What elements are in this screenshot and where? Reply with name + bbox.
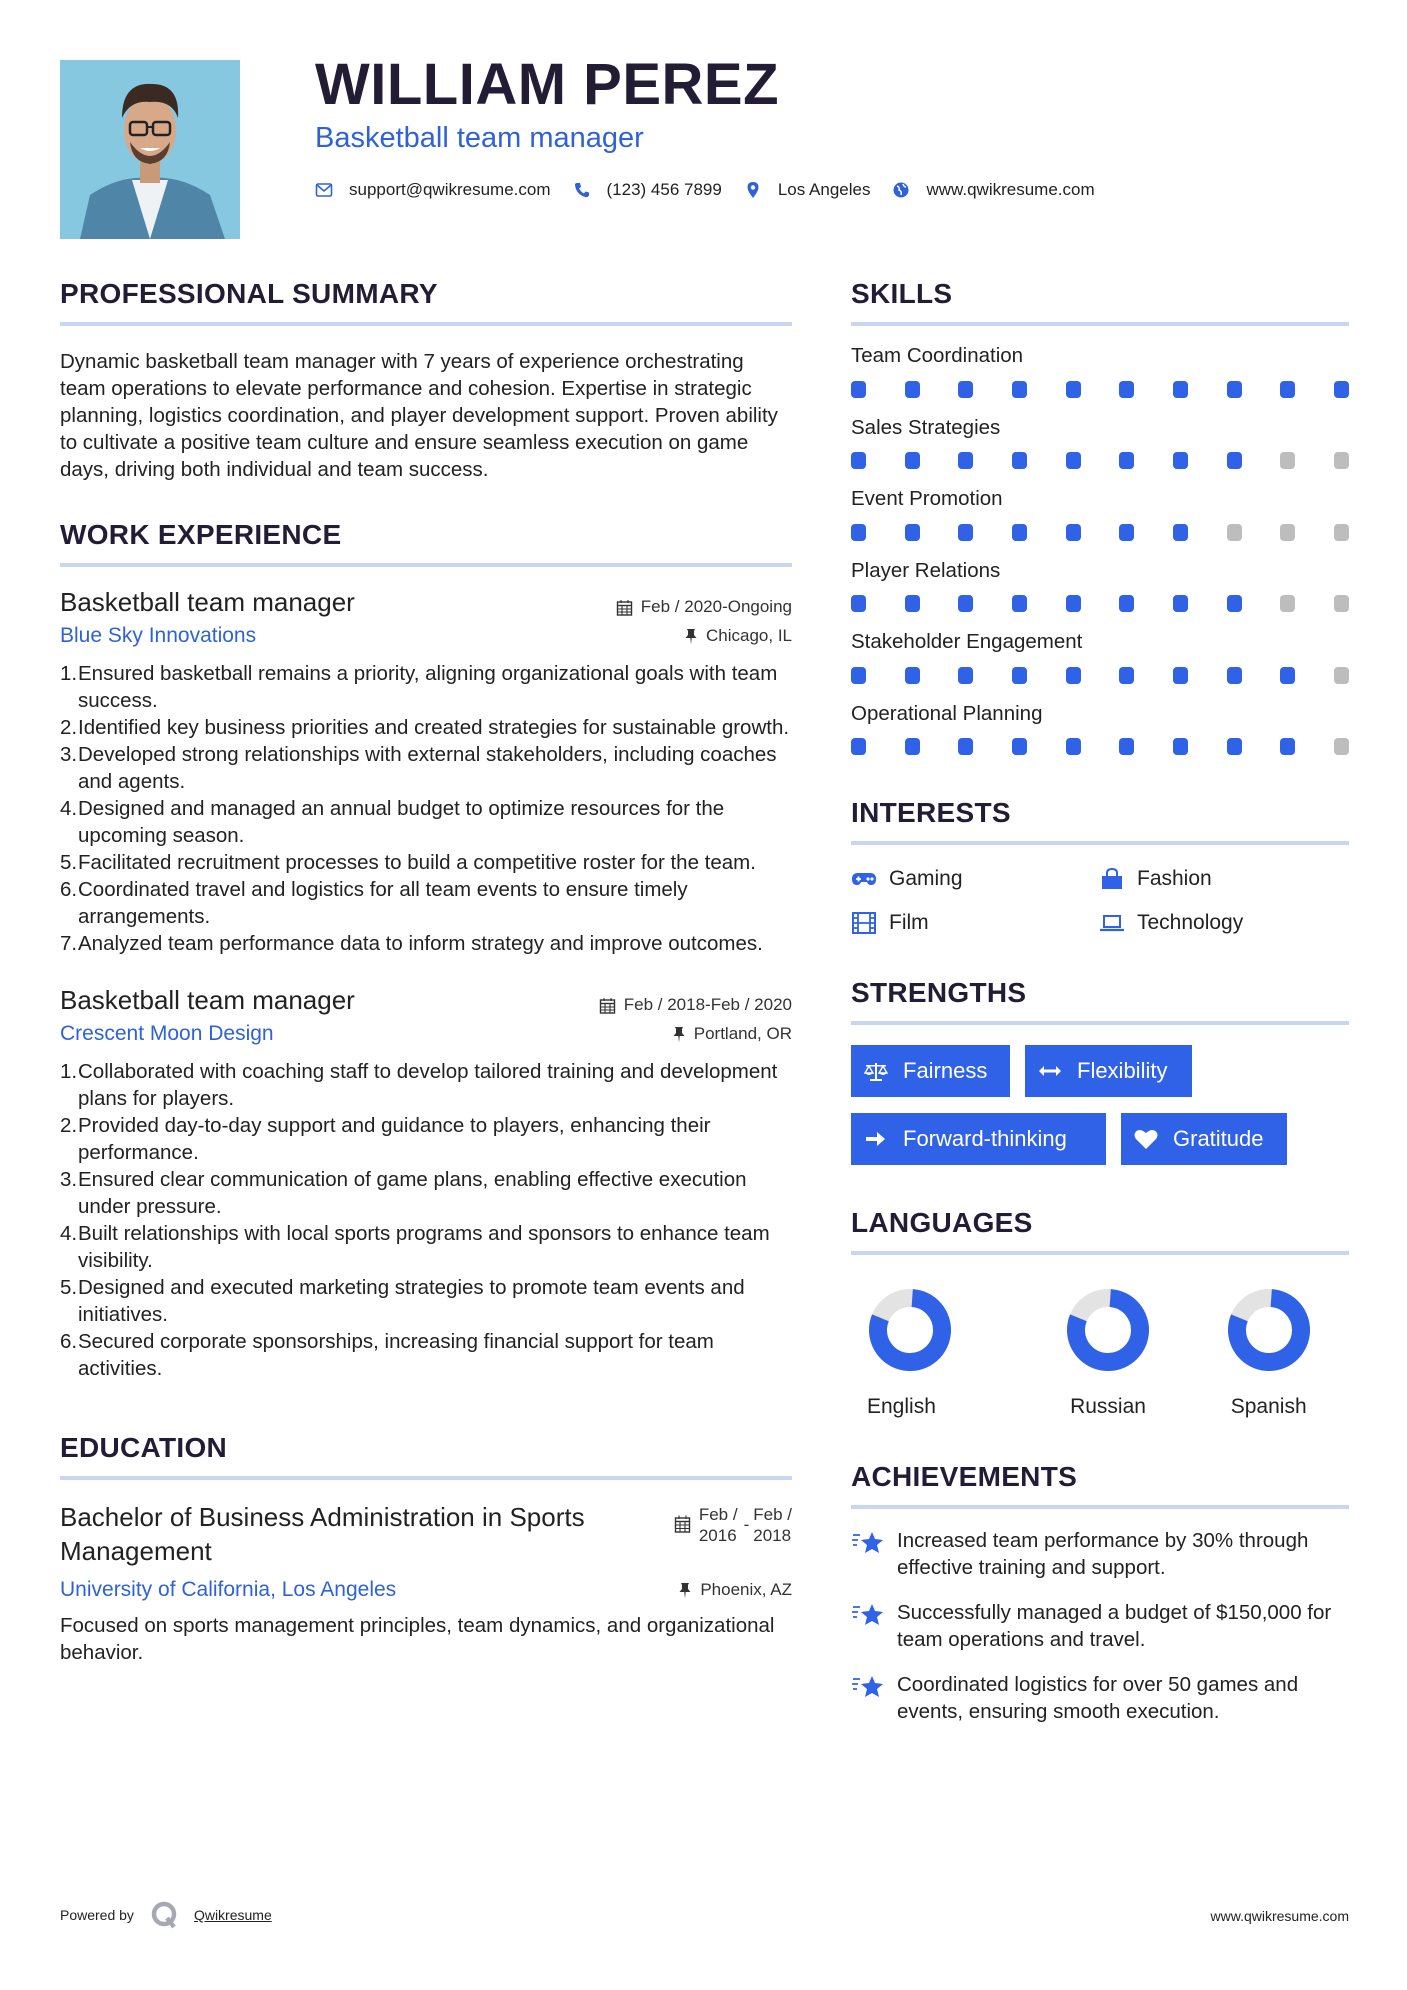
languages-heading: LANGUAGES: [851, 1207, 1033, 1238]
skill-dot-filled: [1119, 452, 1134, 469]
phone-icon: [573, 181, 591, 199]
achievements-heading: ACHIEVEMENTS: [851, 1461, 1078, 1492]
job-bullets: [60, 660, 792, 957]
section-divider: [60, 1476, 792, 1480]
job-title: Basketball team manager: [60, 985, 355, 1016]
skill-dot-filled: [1066, 595, 1081, 612]
job-location: [672, 1024, 792, 1044]
skill-item: Player Relations: [851, 561, 1349, 613]
skill-dot-empty: [1227, 524, 1242, 541]
skill-dot-filled: [905, 524, 920, 541]
interests-heading: INTERESTS: [851, 797, 1011, 828]
skill-dot-filled: [1012, 738, 1027, 755]
skill-dot-filled: [1173, 667, 1188, 684]
skill-item: Operational Planning: [851, 704, 1349, 756]
interest-technology: Technology: [1099, 911, 1349, 935]
skill-dot-filled: [851, 738, 866, 755]
contact-website-text: www.qwikresume.com: [926, 180, 1095, 199]
section-divider: [851, 322, 1349, 326]
achievement-item: Increased team performance by 30% through effective training and support.: [851, 1527, 1349, 1581]
skill-dot-filled: [851, 524, 866, 541]
skill-dot-empty: [1280, 595, 1295, 612]
interests-section: [851, 799, 1349, 935]
skill-dot-filled: [1173, 738, 1188, 755]
bullet-item: 6. Coordinated travel and logistics for all team events to ensure timely arrangements.: [60, 878, 688, 929]
skill-dot-filled: [1227, 667, 1242, 684]
skill-dot-filled: [1012, 595, 1027, 612]
achievements-section: [851, 1463, 1349, 1725]
skill-dot-filled: [1173, 595, 1188, 612]
skill-dot-empty: [1334, 452, 1349, 469]
film-icon: [851, 911, 877, 935]
skill-dot-filled: [1227, 595, 1242, 612]
contact-email-text: support@qwikresume.com: [349, 180, 551, 199]
star-icon: [851, 1601, 885, 1629]
skill-dot-filled: [1119, 524, 1134, 541]
candidate-name: WILLIAM PEREZ: [315, 52, 780, 117]
skill-dot-filled: [1012, 381, 1027, 398]
skill-item: Stakeholder Engagement: [851, 632, 1349, 684]
qwikresume-logo-icon: [150, 1900, 180, 1930]
skill-rating: [851, 524, 1349, 541]
pushpin-icon: [684, 628, 698, 645]
bullet-item: 2. Identified key business priorities and created strategies for sustainable growth.: [60, 716, 790, 740]
arrows-horizontal-icon: [1037, 1060, 1063, 1082]
skill-dot-filled: [1066, 667, 1081, 684]
language-donut-icon: [867, 1287, 953, 1373]
qwikresume-link[interactable]: Qwikresume: [193, 1907, 272, 1923]
skill-dot-filled: [958, 738, 973, 755]
pushpin-icon: [672, 1026, 686, 1043]
skill-dot-filled: [905, 452, 920, 469]
globe-icon: [892, 181, 910, 199]
summary-section: [60, 280, 792, 483]
job-location: [684, 626, 792, 646]
profile-photo: [60, 60, 240, 239]
arrow-right-icon: [863, 1128, 889, 1150]
section-divider: [851, 1505, 1349, 1509]
contact-email[interactable]: [315, 180, 551, 200]
star-icon: [851, 1673, 885, 1701]
language-donut-icon: [1226, 1287, 1312, 1373]
skill-rating: [851, 452, 1349, 469]
skill-rating: [851, 738, 1349, 755]
skill-dot-filled: [905, 738, 920, 755]
skill-dot-filled: [1227, 452, 1242, 469]
job-title: Basketball team manager: [60, 587, 355, 617]
balance-scale-icon: [863, 1060, 889, 1082]
strengths-heading: STRENGTHS: [851, 977, 1027, 1008]
degree-title: Bachelor of Business Administration in Sports Management: [60, 1502, 585, 1567]
skill-item: Event Promotion: [851, 489, 1349, 541]
skill-dot-filled: [1012, 524, 1027, 541]
skill-dot-filled: [1066, 524, 1081, 541]
skill-dot-filled: [958, 452, 973, 469]
envelope-icon: [315, 181, 333, 199]
skill-dot-filled: [958, 667, 973, 684]
skill-dot-filled: [958, 524, 973, 541]
job-location-text: Portland, OR: [693, 1024, 792, 1044]
skill-dot-filled: [1227, 738, 1242, 755]
star-icon: [851, 1529, 885, 1557]
heart-icon: [1133, 1128, 1159, 1150]
skill-dot-filled: [905, 595, 920, 612]
language-english: English: [867, 1287, 1028, 1419]
contact-website[interactable]: [892, 180, 1094, 200]
strength-tag-forward-thinking: Forward-thinking: [851, 1113, 1106, 1165]
language-spanish: Spanish: [1188, 1287, 1349, 1419]
skill-dot-filled: [851, 667, 866, 684]
education-dates: Feb / 2016 - Feb / 2018: [674, 1504, 792, 1546]
calendar-icon: [599, 997, 616, 1014]
bullet-item: 1. Ensured basketball remains a priority, aligning organizational goals with team success.: [60, 662, 778, 713]
skill-dot-empty: [1280, 452, 1295, 469]
interest-fashion: Fashion: [1099, 867, 1349, 891]
job-dates: [599, 995, 792, 1015]
skill-dot-filled: [1173, 452, 1188, 469]
skill-dot-filled: [1173, 524, 1188, 541]
skill-dot-filled: [1066, 452, 1081, 469]
contact-location: [744, 180, 871, 200]
skill-item: Sales Strategies: [851, 418, 1349, 470]
bullet-item: 3. Ensured clear communication of game plans, enabling effective execution under pressure.: [60, 1168, 747, 1219]
language-donut-icon: [1065, 1287, 1151, 1373]
skill-dot-filled: [958, 595, 973, 612]
bullet-item: 4. Built relationships with local sports programs and sponsors to enhance team visibility.: [60, 1222, 770, 1273]
contact-bar: [315, 180, 1117, 200]
skill-dot-filled: [1012, 452, 1027, 469]
experience-heading: WORK EXPERIENCE: [60, 519, 342, 550]
skill-rating: [851, 595, 1349, 612]
school-name: University of California, Los Angeles: [60, 1578, 397, 1602]
skill-dot-filled: [1119, 738, 1134, 755]
skill-dot-empty: [1334, 667, 1349, 684]
job-location-text: Chicago, IL: [706, 626, 792, 646]
job-entry: [60, 587, 792, 957]
contact-location-text: Los Angeles: [777, 180, 871, 199]
map-marker-icon: [744, 181, 762, 199]
skills-heading: SKILLS: [851, 278, 953, 309]
job-entry: [60, 985, 792, 1382]
skill-dot-filled: [1119, 381, 1134, 398]
section-divider: [851, 1021, 1349, 1025]
achievement-item: Successfully managed a budget of $150,000 for team operations and travel.: [851, 1599, 1349, 1653]
skill-dot-filled: [905, 381, 920, 398]
footer-website[interactable]: www.qwikresume.com: [1210, 1908, 1349, 1924]
bullet-item: 1. Collaborated with coaching staff to develop tailored training and development plans for players.: [60, 1060, 778, 1111]
skill-dot-empty: [1334, 524, 1349, 541]
contact-phone-text: (123) 456 7899: [606, 180, 722, 199]
skill-dot-filled: [1119, 667, 1134, 684]
job-dates: [616, 597, 792, 617]
summary-heading: PROFESSIONAL SUMMARY: [60, 278, 438, 309]
skill-dot-filled: [1280, 381, 1295, 398]
achievement-item: Coordinated logistics for over 50 games and events, ensuring smooth execution.: [851, 1671, 1349, 1725]
person-avatar-icon: [60, 60, 240, 239]
summary-text: Dynamic basketball team manager with 7 years of experience orchestrating team operations to elevate performance and cohesion. Expertise in strategic planning, logistics coordination, and player development support. Proven ability to cultivate a positive team culture and ensure seamless execution on game days, driving both individual and team success.: [60, 350, 778, 481]
strength-tag-gratitude: Gratitude: [1121, 1113, 1287, 1165]
skill-dot-filled: [905, 667, 920, 684]
interest-gaming: Gaming: [851, 867, 1099, 891]
skill-dot-filled: [1227, 381, 1242, 398]
gamepad-icon: [851, 867, 877, 891]
skill-dot-filled: [851, 381, 866, 398]
shopping-bag-icon: [1099, 867, 1125, 891]
section-divider: [60, 322, 792, 326]
skill-dot-filled: [1334, 381, 1349, 398]
skill-dot-filled: [1012, 667, 1027, 684]
calendar-icon: [674, 1514, 691, 1533]
education-end: Feb / 2018: [753, 1505, 792, 1546]
skills-list: [851, 346, 1349, 755]
languages-section: [851, 1209, 1349, 1419]
interest-film: Film: [851, 911, 1099, 935]
education-section: [60, 1434, 792, 1666]
laptop-icon: [1099, 911, 1125, 935]
education-heading: EDUCATION: [60, 1432, 228, 1464]
bullet-item: 5. Facilitated recruitment processes to build a competitive roster for the team.: [60, 851, 756, 875]
school-location: Phoenix, AZ: [678, 1580, 792, 1600]
skill-dot-filled: [1280, 738, 1295, 755]
bullet-item: 7. Analyzed team performance data to inform strategy and improve outcomes.: [60, 932, 763, 956]
pushpin-icon: [678, 1582, 692, 1599]
left-column: [60, 280, 792, 1666]
experience-section: [60, 521, 792, 1382]
bullet-item: 3. Developed strong relationships with external stakeholders, including coaches and agents.: [60, 743, 777, 794]
bullet-item: 2. Provided day-to-day support and guidance to players, enhancing their performance.: [60, 1114, 711, 1165]
company-name: Crescent Moon Design: [60, 1022, 274, 1046]
skill-dot-filled: [851, 595, 866, 612]
skills-section: [851, 280, 1349, 755]
bullet-item: 4. Designed and managed an annual budget to optimize resources for the upcoming season.: [60, 797, 725, 848]
strength-tag-fairness: Fairness: [851, 1045, 1010, 1097]
skill-dot-filled: [1119, 595, 1134, 612]
bullet-item: 5. Designed and executed marketing strategies to promote team events and initiatives.: [60, 1276, 745, 1327]
section-divider: [851, 1251, 1349, 1255]
section-divider: [60, 563, 792, 567]
contact-phone[interactable]: [573, 180, 722, 200]
skill-dot-filled: [1066, 738, 1081, 755]
calendar-icon: [616, 599, 633, 616]
job-bullets: [60, 1058, 792, 1382]
skill-dot-filled: [958, 381, 973, 398]
skill-dot-filled: [1173, 381, 1188, 398]
strengths-section: [851, 979, 1349, 1165]
skill-dot-filled: [1066, 381, 1081, 398]
skill-dot-filled: [851, 452, 866, 469]
education-start: Feb / 2016: [698, 1505, 738, 1546]
skill-rating: [851, 667, 1349, 684]
footer-powered-by: Powered by Qwikresume: [60, 1900, 272, 1930]
skill-rating: [851, 381, 1349, 398]
bullet-item: 6. Secured corporate sponsorships, increasing financial support for team activities.: [60, 1330, 714, 1381]
skill-item: Team Coordination: [851, 346, 1349, 398]
candidate-title: Basketball team manager: [315, 122, 644, 154]
right-column: [851, 280, 1349, 1725]
language-russian: Russian: [1028, 1287, 1189, 1419]
skill-dot-empty: [1280, 524, 1295, 541]
job-dates-text: Feb / 2018-Feb / 2020: [623, 995, 792, 1015]
job-dates-text: Feb / 2020-Ongoing: [640, 597, 792, 616]
skill-dot-filled: [1280, 667, 1295, 684]
skill-dot-empty: [1334, 738, 1349, 755]
strength-tag-flexibility: Flexibility: [1025, 1045, 1192, 1097]
company-name: Blue Sky Innovations: [60, 624, 257, 648]
skill-dot-empty: [1334, 595, 1349, 612]
education-description: Focused on sports management principles, team dynamics, and organizational behavior.: [60, 1614, 775, 1665]
section-divider: [851, 841, 1349, 845]
